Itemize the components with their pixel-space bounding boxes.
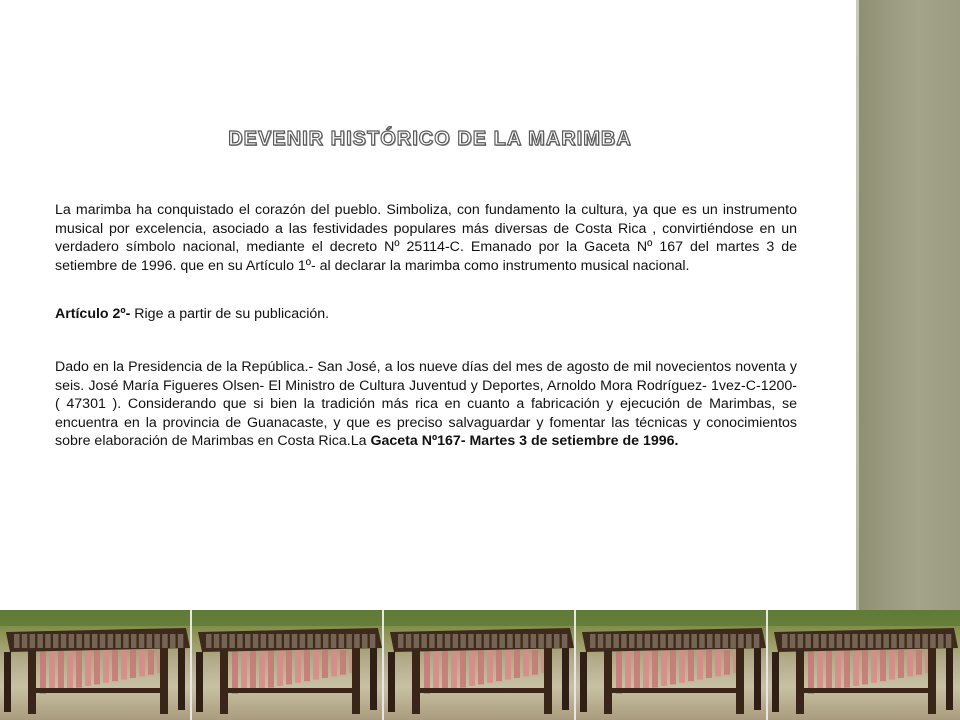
decree-text: Dado en la Presidencia de la República.- San José, a los nueve días del mes de agosto de mil novecientos noventa y seis. José María Figueres Olsen- El Ministro de Cultura Juventud y Deportes, Arnoldo Mora Rodríguez- 1vez-C-1200- ( 47301 ). Considerando que si bien la tradición más rica en cuanto a fabricación y ejecución de Marimbas, se encuentra en la provincia de Guanacaste, y que es preciso salvaguardar y fomentar las técnicas y conocimientos sobre elaboración de Marimbas en Costa Rica.La <box>55 359 797 450</box>
marimba-photo <box>0 610 192 720</box>
marimba-illustration <box>768 610 960 720</box>
marimba-photo <box>768 610 960 720</box>
marimba-photo <box>576 610 768 720</box>
marimba-illustration <box>192 610 384 720</box>
slide-title: DEVENIR HISTÓRICO DE LA MARIMBA <box>228 128 632 150</box>
paragraph-intro: La marimba ha conquistado el corazón del pueblo. Simboliza, con fundamento la cultura, ya que es un instrumento musical por excelencia, asociado a las festividades populares más diversas de Costa Rica , convirtiéndose en un verdadero símbolo nacional, mediante el decreto Nº 25114-C. Emanado por la Gaceta Nº 167 del martes 3 de setiembre de 1996. que en su Artículo 1º- al declarar la marimba como instrumento musical nacional. <box>55 202 797 274</box>
side-band-edge <box>856 0 859 612</box>
marimba-illustration <box>384 610 576 720</box>
gaceta-reference: Gaceta Nº167- Martes 3 de setiembre de 1996. <box>370 433 679 450</box>
marimba-illustration <box>576 610 768 720</box>
paragraph-decree <box>55 358 797 451</box>
marimba-photo <box>192 610 384 720</box>
article-2-text: Rige a partir de su publicación. <box>130 306 330 322</box>
article-2-label: Artículo 2º- <box>55 306 131 322</box>
marimba-photo-strip <box>0 610 960 720</box>
marimba-illustration <box>0 610 192 720</box>
marimba-photo <box>384 610 576 720</box>
paragraph-article-2 <box>55 305 797 324</box>
decorative-side-band <box>856 0 960 612</box>
